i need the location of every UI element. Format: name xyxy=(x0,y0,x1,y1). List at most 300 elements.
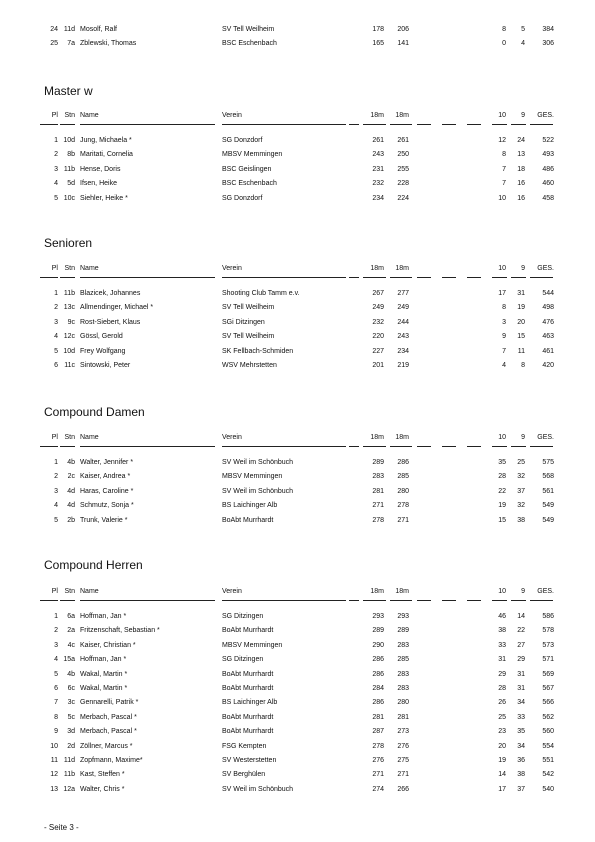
header-name: Name xyxy=(80,265,99,272)
table-row xyxy=(0,640,595,652)
cell-name: Trunk, Valerie * xyxy=(80,516,128,524)
table-header xyxy=(0,263,595,275)
table-row xyxy=(0,769,595,781)
cell-score-round1: 289 xyxy=(372,459,384,466)
cell-place: 5 xyxy=(54,194,58,202)
cell-nines-count: 25 xyxy=(517,459,525,466)
cell-station: 10d xyxy=(63,347,75,355)
cell-tens-count: 8 xyxy=(502,151,506,159)
cell-score-round1: 220 xyxy=(372,333,384,341)
cell-score-round1: 165 xyxy=(372,40,384,48)
cell-place: 1 xyxy=(54,613,58,620)
cell-station: 2d xyxy=(67,742,75,750)
section-title: Compound Herren xyxy=(44,558,143,572)
cell-tens-count: 17 xyxy=(498,785,506,793)
cell-score-round1: 289 xyxy=(372,627,384,635)
cell-nines-count: 5 xyxy=(521,26,525,33)
section-title: Compound Damen xyxy=(44,405,145,419)
header-underline xyxy=(417,124,431,125)
cell-place: 5 xyxy=(54,670,58,678)
header-score-round1: 18m xyxy=(370,265,384,272)
cell-station: 10c xyxy=(63,194,75,202)
cell-tens-count: 7 xyxy=(502,180,506,188)
header-name: Name xyxy=(80,112,99,119)
cell-place: 1 xyxy=(54,459,58,466)
cell-nines-count: 19 xyxy=(517,304,525,312)
cell-total: 549 xyxy=(542,516,554,524)
cell-club: FSG Kempten xyxy=(222,742,267,750)
table-row xyxy=(0,500,595,512)
header-place: Pl xyxy=(51,265,58,272)
table-header xyxy=(0,432,595,444)
cell-score-round1: 243 xyxy=(372,151,384,159)
table-row xyxy=(0,471,595,483)
cell-score-round2: 141 xyxy=(397,40,409,48)
cell-score-round1: 281 xyxy=(372,713,384,721)
cell-club: SV Weil im Schönbuch xyxy=(222,459,294,466)
cell-score-round1: 286 xyxy=(372,699,384,707)
table-header xyxy=(0,586,595,598)
cell-place: 5 xyxy=(54,347,58,355)
header-underline xyxy=(60,600,75,601)
cell-nines-count: 16 xyxy=(517,194,525,202)
cell-name: Kast, Steffen * xyxy=(80,771,125,779)
cell-total: 544 xyxy=(542,290,554,297)
cell-club: BSC Geislingen xyxy=(222,165,272,173)
header-club: Verein xyxy=(222,112,242,119)
cell-club: WSV Mehrstetten xyxy=(222,362,277,369)
cell-station: 3d xyxy=(67,728,75,736)
table-row xyxy=(0,38,595,50)
table-row xyxy=(0,784,595,796)
cell-place: 9 xyxy=(54,728,58,736)
cell-place: 5 xyxy=(54,516,58,524)
header-underline xyxy=(467,600,481,601)
cell-name: Haras, Caroline * xyxy=(80,487,134,495)
cell-tens-count: 8 xyxy=(502,26,506,33)
header-underline xyxy=(492,600,507,601)
cell-club: MBSV Memmingen xyxy=(222,151,283,159)
cell-place: 2 xyxy=(54,151,58,159)
table-row xyxy=(0,654,595,666)
cell-score-round1: 232 xyxy=(372,318,384,326)
cell-score-round2: 255 xyxy=(397,165,409,173)
cell-tens-count: 17 xyxy=(498,290,506,297)
cell-tens-count: 28 xyxy=(498,685,506,692)
header-underline xyxy=(60,124,75,125)
cell-score-round2: 261 xyxy=(397,137,409,144)
cell-nines-count: 27 xyxy=(517,641,525,649)
header-underline xyxy=(467,277,481,278)
header-score-round2: 18m xyxy=(395,588,409,595)
header-underline xyxy=(80,124,215,125)
header-underline xyxy=(222,600,346,601)
cell-station: 10d xyxy=(63,137,75,144)
cell-place: 8 xyxy=(54,713,58,721)
cell-tens-count: 10 xyxy=(498,194,506,202)
cell-total: 306 xyxy=(542,40,554,48)
cell-place: 2 xyxy=(54,473,58,481)
cell-club: SG Donzdorf xyxy=(222,137,263,144)
header-tens-count: 10 xyxy=(498,112,506,119)
header-underline xyxy=(349,446,359,447)
cell-club: MBSV Memmingen xyxy=(222,473,283,481)
section-title: Senioren xyxy=(44,236,93,250)
header-place: Pl xyxy=(51,588,58,595)
cell-total: 569 xyxy=(542,670,554,678)
cell-score-round2: 280 xyxy=(397,487,409,495)
cell-club: SV Tell Weilheim xyxy=(222,26,275,33)
cell-total: 420 xyxy=(542,362,554,369)
header-underline xyxy=(80,277,215,278)
header-underline xyxy=(492,277,507,278)
cell-nines-count: 15 xyxy=(517,333,525,341)
header-underline xyxy=(60,446,75,447)
cell-total: 571 xyxy=(542,656,554,664)
header-underline xyxy=(363,600,386,601)
table-row xyxy=(0,288,595,300)
cell-club: SV Weil im Schönbuch xyxy=(222,785,294,793)
header-underline xyxy=(442,277,456,278)
cell-tens-count: 7 xyxy=(502,347,506,355)
header-underline xyxy=(80,600,215,601)
cell-score-round1: 267 xyxy=(372,290,384,297)
header-underline xyxy=(442,446,456,447)
cell-score-round1: 281 xyxy=(372,487,384,495)
table-row xyxy=(0,457,595,469)
header-club: Verein xyxy=(222,434,242,441)
cell-tens-count: 19 xyxy=(498,757,506,764)
cell-score-round1: 201 xyxy=(372,362,384,369)
cell-name: Walter, Chris * xyxy=(80,785,125,793)
header-underline xyxy=(511,277,526,278)
cell-tens-count: 46 xyxy=(498,613,506,620)
header-station: Stn xyxy=(64,112,75,119)
cell-score-round1: 283 xyxy=(372,473,384,481)
cell-total: 554 xyxy=(542,742,554,750)
cell-club: BS Laichinger Alb xyxy=(222,502,278,510)
cell-station: 11d xyxy=(63,26,75,33)
cell-total: 458 xyxy=(542,194,554,202)
cell-station: 2b xyxy=(67,516,75,524)
table-row xyxy=(0,302,595,314)
table-row xyxy=(0,135,595,147)
cell-score-round1: 276 xyxy=(372,757,384,764)
cell-score-round2: 286 xyxy=(397,459,409,466)
cell-place: 25 xyxy=(50,40,58,48)
cell-total: 549 xyxy=(542,502,554,510)
cell-score-round2: 276 xyxy=(397,742,409,750)
header-underline xyxy=(417,600,431,601)
cell-name: Blazicek, Johannes xyxy=(80,290,141,297)
cell-score-round2: 285 xyxy=(397,473,409,481)
header-underline xyxy=(363,446,386,447)
header-total: GES. xyxy=(537,434,554,441)
cell-score-round2: 273 xyxy=(397,728,409,736)
cell-score-round2: 283 xyxy=(397,670,409,678)
header-underline xyxy=(363,277,386,278)
cell-nines-count: 31 xyxy=(517,290,525,297)
table-row xyxy=(0,625,595,637)
page-footer: - Seite 3 - xyxy=(44,823,79,832)
cell-station: 4d xyxy=(67,502,75,510)
cell-tens-count: 15 xyxy=(498,516,506,524)
table-row xyxy=(0,164,595,176)
cell-station: 5d xyxy=(67,180,75,188)
cell-score-round2: 249 xyxy=(397,304,409,312)
header-underline xyxy=(222,124,346,125)
header-place: Pl xyxy=(51,434,58,441)
header-underline xyxy=(467,446,481,447)
cell-club: BoAbt Murrhardt xyxy=(222,670,274,678)
header-underline xyxy=(349,124,359,125)
cell-club: SK Fellbach-Schmiden xyxy=(222,347,294,355)
cell-score-round2: 277 xyxy=(397,290,409,297)
cell-name: Zblewski, Thomas xyxy=(80,40,137,48)
table-row xyxy=(0,149,595,161)
cell-score-round1: 231 xyxy=(372,165,384,173)
table-row xyxy=(0,611,595,623)
cell-station: 6c xyxy=(67,685,75,692)
cell-score-round1: 227 xyxy=(372,347,384,355)
cell-station: 11c xyxy=(64,362,75,369)
header-underline xyxy=(530,600,553,601)
cell-score-round2: 250 xyxy=(397,151,409,159)
cell-tens-count: 22 xyxy=(498,487,506,495)
cell-station: 12c xyxy=(63,333,75,341)
cell-name: Frey Wolfgang xyxy=(80,347,126,355)
cell-club: SV Westerstetten xyxy=(222,757,277,764)
table-row xyxy=(0,331,595,343)
cell-score-round1: 234 xyxy=(372,194,384,202)
cell-place: 4 xyxy=(54,180,58,188)
header-nines-count: 9 xyxy=(521,434,525,441)
cell-tens-count: 7 xyxy=(502,165,506,173)
cell-place: 6 xyxy=(54,362,58,369)
cell-club: SG Ditzingen xyxy=(222,613,264,620)
cell-total: 573 xyxy=(542,641,554,649)
header-total: GES. xyxy=(537,265,554,272)
header-underline xyxy=(40,446,58,447)
cell-score-round2: 293 xyxy=(397,613,409,620)
header-nines-count: 9 xyxy=(521,265,525,272)
cell-total: 476 xyxy=(542,318,554,326)
cell-score-round1: 178 xyxy=(372,26,384,33)
cell-total: 540 xyxy=(542,785,554,793)
cell-nines-count: 13 xyxy=(517,151,525,159)
cell-station: 15a xyxy=(63,656,75,664)
cell-tens-count: 0 xyxy=(502,40,506,48)
cell-station: 11b xyxy=(63,165,75,173)
cell-place: 7 xyxy=(54,699,58,707)
cell-score-round1: 286 xyxy=(372,670,384,678)
cell-score-round1: 271 xyxy=(372,771,384,779)
header-underline xyxy=(467,124,481,125)
cell-score-round2: 283 xyxy=(397,641,409,649)
cell-tens-count: 20 xyxy=(498,742,506,750)
cell-station: 3c xyxy=(67,699,75,707)
cell-place: 3 xyxy=(54,487,58,495)
header-tens-count: 10 xyxy=(498,265,506,272)
cell-club: SG Donzdorf xyxy=(222,194,263,202)
cell-nines-count: 36 xyxy=(517,757,525,764)
cell-club: BS Laichinger Alb xyxy=(222,699,278,707)
header-underline xyxy=(530,124,553,125)
cell-total: 542 xyxy=(542,771,554,779)
cell-total: 486 xyxy=(542,165,554,173)
cell-total: 493 xyxy=(542,151,554,159)
header-underline xyxy=(417,277,431,278)
cell-place: 1 xyxy=(54,137,58,144)
header-underline xyxy=(349,600,359,601)
cell-score-round1: 274 xyxy=(372,785,384,793)
cell-nines-count: 32 xyxy=(517,473,525,481)
cell-station: 11b xyxy=(63,771,75,779)
cell-nines-count: 34 xyxy=(517,699,525,707)
header-underline xyxy=(417,446,431,447)
header-underline xyxy=(40,600,58,601)
cell-score-round2: 243 xyxy=(397,333,409,341)
cell-station: 7a xyxy=(67,40,75,48)
cell-place: 6 xyxy=(54,685,58,692)
cell-total: 551 xyxy=(542,757,554,764)
cell-tens-count: 19 xyxy=(498,502,506,510)
cell-tens-count: 28 xyxy=(498,473,506,481)
header-underline xyxy=(40,124,58,125)
cell-club: SGi Ditzingen xyxy=(222,318,265,326)
table-row xyxy=(0,346,595,358)
cell-score-round1: 286 xyxy=(372,656,384,664)
cell-tens-count: 14 xyxy=(498,771,506,779)
cell-score-round1: 261 xyxy=(372,137,384,144)
cell-score-round2: 271 xyxy=(397,771,409,779)
cell-score-round2: 281 xyxy=(397,713,409,721)
cell-total: 568 xyxy=(542,473,554,481)
cell-place: 3 xyxy=(54,165,58,173)
cell-nines-count: 31 xyxy=(517,670,525,678)
header-underline xyxy=(222,446,346,447)
cell-name: Allmendinger, Michael * xyxy=(80,304,154,312)
header-underline xyxy=(492,446,507,447)
cell-name: Merbach, Pascal * xyxy=(80,728,137,736)
header-underline xyxy=(390,600,412,601)
cell-station: 8b xyxy=(67,151,75,159)
cell-place: 11 xyxy=(50,757,58,764)
table-row xyxy=(0,360,595,372)
cell-club: SV Tell Weilheim xyxy=(222,304,275,312)
cell-name: Ifsen, Heike xyxy=(80,180,117,188)
cell-nines-count: 32 xyxy=(517,502,525,510)
cell-place: 3 xyxy=(54,318,58,326)
cell-total: 567 xyxy=(542,685,554,692)
cell-name: Siehler, Heike * xyxy=(80,194,128,202)
header-station: Stn xyxy=(64,434,75,441)
header-station: Stn xyxy=(64,265,75,272)
cell-place: 4 xyxy=(54,656,58,664)
header-underline xyxy=(530,277,553,278)
header-name: Name xyxy=(80,588,99,595)
cell-score-round2: 285 xyxy=(397,656,409,664)
cell-name: Sintowski, Peter xyxy=(80,362,131,369)
cell-club: BSC Eschenbach xyxy=(222,40,277,48)
header-underline xyxy=(442,600,456,601)
cell-station: 12a xyxy=(63,785,75,793)
cell-name: Kaiser, Christian * xyxy=(80,641,136,649)
header-total: GES. xyxy=(537,588,554,595)
table-row xyxy=(0,755,595,767)
header-underline xyxy=(390,277,412,278)
cell-tens-count: 9 xyxy=(502,333,506,341)
cell-total: 463 xyxy=(542,333,554,341)
cell-score-round2: 275 xyxy=(397,757,409,764)
cell-score-round2: 278 xyxy=(397,502,409,510)
cell-score-round1: 293 xyxy=(372,613,384,620)
cell-score-round1: 249 xyxy=(372,304,384,312)
table-row xyxy=(0,669,595,681)
cell-tens-count: 31 xyxy=(498,656,506,664)
header-score-round1: 18m xyxy=(370,112,384,119)
header-score-round2: 18m xyxy=(395,434,409,441)
cell-nines-count: 14 xyxy=(517,613,525,620)
cell-station: 4d xyxy=(67,487,75,495)
header-underline xyxy=(222,277,346,278)
cell-name: Jung, Michaela * xyxy=(80,137,132,144)
header-underline xyxy=(390,446,412,447)
cell-place: 4 xyxy=(54,333,58,341)
cell-station: 13c xyxy=(63,304,75,312)
table-row xyxy=(0,486,595,498)
cell-name: Zöllner, Marcus * xyxy=(80,742,133,750)
cell-score-round1: 290 xyxy=(372,641,384,649)
cell-score-round2: 280 xyxy=(397,699,409,707)
cell-total: 562 xyxy=(542,713,554,721)
cell-score-round1: 232 xyxy=(372,180,384,188)
cell-club: BoAbt Murrhardt xyxy=(222,728,274,736)
cell-tens-count: 3 xyxy=(502,318,506,326)
table-row xyxy=(0,515,595,527)
cell-total: 586 xyxy=(542,613,554,620)
cell-place: 10 xyxy=(50,742,58,750)
cell-total: 522 xyxy=(542,137,554,144)
cell-tens-count: 29 xyxy=(498,670,506,678)
cell-tens-count: 23 xyxy=(498,728,506,736)
header-tens-count: 10 xyxy=(498,588,506,595)
header-underline xyxy=(80,446,215,447)
cell-total: 561 xyxy=(542,487,554,495)
cell-name: Wakal, Martin * xyxy=(80,670,128,678)
cell-club: SV Tell Weilheim xyxy=(222,333,275,341)
cell-club: SG Ditzingen xyxy=(222,656,264,664)
cell-station: 9c xyxy=(67,318,75,326)
cell-total: 460 xyxy=(542,180,554,188)
header-club: Verein xyxy=(222,588,242,595)
header-score-round2: 18m xyxy=(395,265,409,272)
cell-station: 4c xyxy=(67,641,75,649)
header-underline xyxy=(511,600,526,601)
cell-name: Hoffman, Jan * xyxy=(80,656,127,664)
cell-score-round1: 271 xyxy=(372,502,384,510)
cell-place: 12 xyxy=(50,771,58,779)
header-place: Pl xyxy=(51,112,58,119)
cell-total: 578 xyxy=(542,627,554,635)
cell-nines-count: 37 xyxy=(517,785,525,793)
cell-score-round1: 278 xyxy=(372,742,384,750)
cell-station: 2a xyxy=(67,627,75,635)
cell-tens-count: 4 xyxy=(502,362,506,369)
cell-name: Kaiser, Andrea * xyxy=(80,473,131,481)
header-name: Name xyxy=(80,434,99,441)
cell-station: 2c xyxy=(67,473,75,481)
